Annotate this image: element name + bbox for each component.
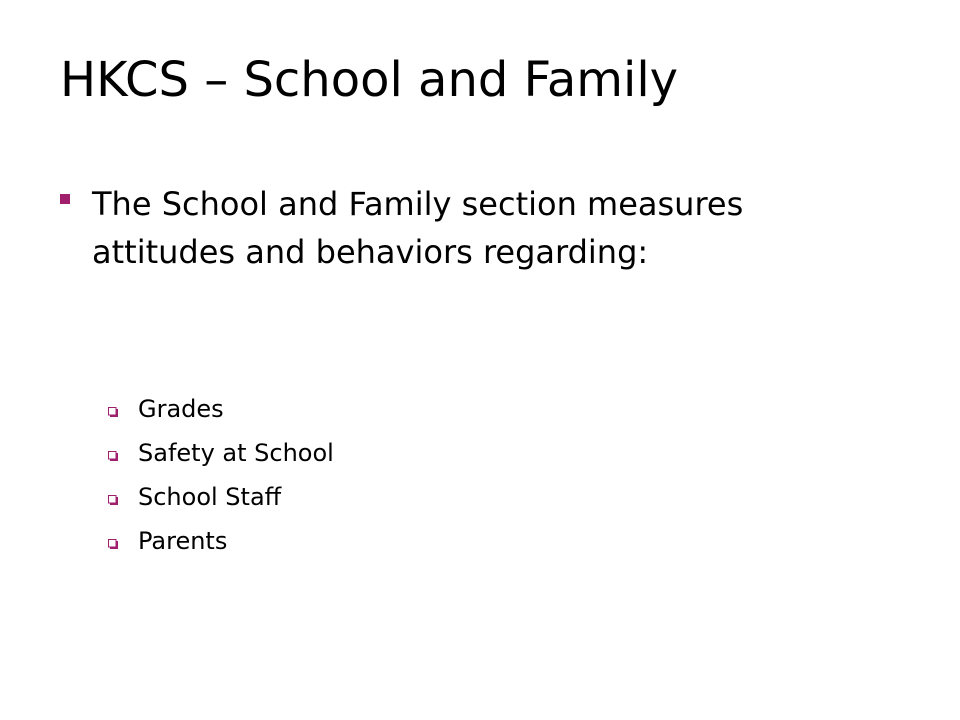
sub-bullet-item bbox=[108, 431, 334, 475]
hollow-shadowed-square-bullet-icon bbox=[108, 539, 118, 549]
sub-bullet-label: School Staff bbox=[138, 483, 282, 511]
sub-bullet-label: Parents bbox=[138, 527, 228, 555]
sub-bullet-label: Grades bbox=[138, 395, 224, 423]
sub-bullet-item bbox=[108, 387, 334, 431]
slide-title: HKCS – School and Family bbox=[60, 52, 679, 108]
main-bullet-text: The School and Family section measures attitudes and behaviors regarding: bbox=[92, 185, 744, 271]
hollow-shadowed-square-bullet-icon bbox=[108, 407, 118, 417]
hollow-shadowed-square-bullet-icon bbox=[108, 451, 118, 461]
main-bullet bbox=[60, 180, 840, 276]
sub-bullet-item bbox=[108, 519, 334, 563]
sub-bullet-label: Safety at School bbox=[138, 439, 334, 467]
filled-square-bullet-icon bbox=[60, 194, 70, 204]
sub-bullet-item bbox=[108, 475, 334, 519]
hollow-shadowed-square-bullet-icon bbox=[108, 495, 118, 505]
sub-bullet-list bbox=[108, 387, 334, 563]
